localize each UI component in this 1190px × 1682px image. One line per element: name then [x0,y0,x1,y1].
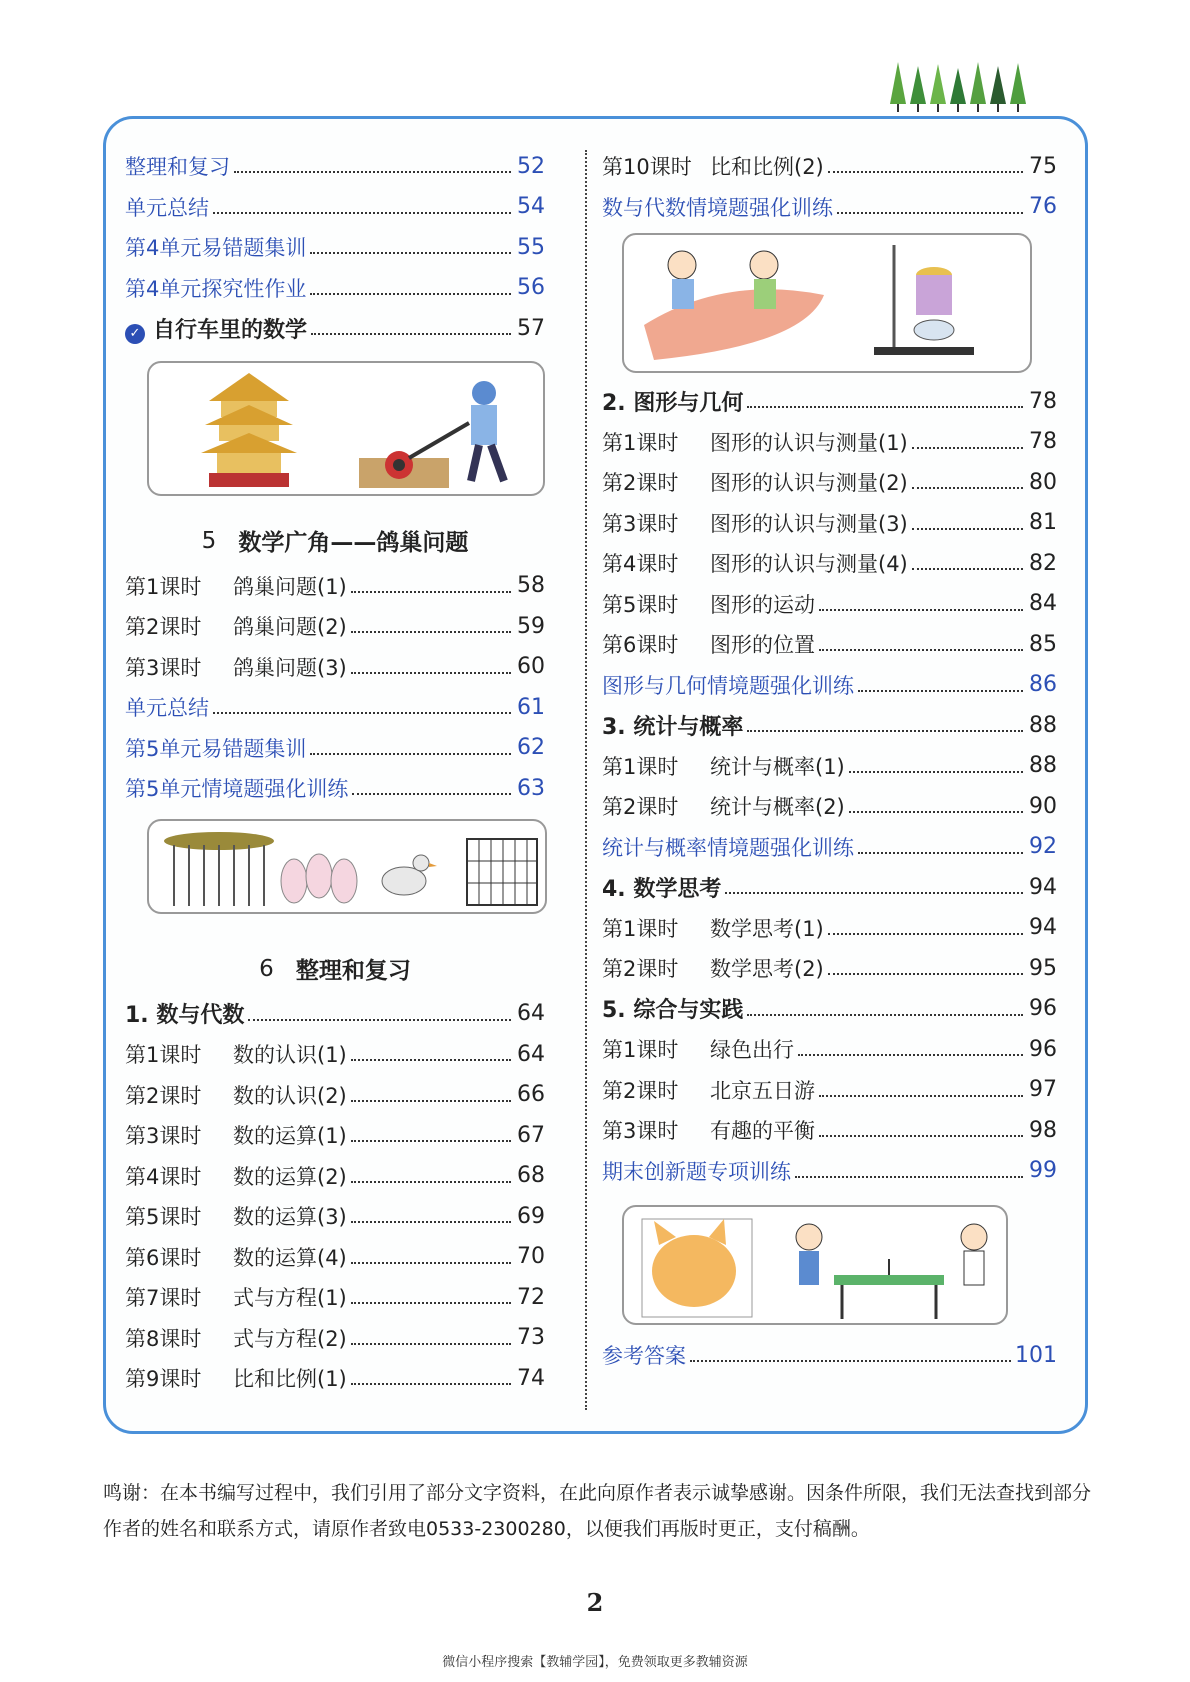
toc-page-number: 54 [517,194,545,220]
lesson-label: 第10课时 [602,155,692,180]
lesson-label: 第1课时 [602,754,679,779]
dot-leader [351,1059,511,1061]
toc-entry-title-group [125,998,244,1029]
running-kids-icon [644,251,824,360]
toc-entry[interactable] [602,146,1057,187]
toc-entry[interactable] [602,948,1057,989]
toc-page-number: 101 [1015,1342,1057,1368]
toc-entry-title: 单元总结 [125,195,209,220]
dot-leader [351,1262,511,1264]
toc-entry-title-group [602,953,824,983]
toc-entry[interactable] [602,989,1057,1030]
toc-entry-title: 鸽巢问题(3) [233,655,347,680]
dot-leader [351,1302,511,1304]
lesson-label: 第5课时 [125,1205,202,1230]
toc-entry-title-group [125,1161,347,1191]
lesson-label: 第7课时 [125,1286,202,1311]
toc-entry-title-group [602,670,854,700]
toc-entry-title: 第4单元探究性作业 [125,276,307,301]
dot-leader [795,1176,1023,1178]
toc-entry-title-group [125,1323,347,1353]
toc-entry[interactable] [125,146,545,187]
running-experiment-illustration [622,233,1032,373]
lesson-label: 第6课时 [602,633,679,658]
ping-pong-icon [796,1224,987,1319]
dot-leader [311,333,511,335]
dot-leader [912,487,1023,489]
acknowledgement-text: 鸣谢：在本书编写过程中，我们引用了部分文字资料，在此向原作者表示诚挚感谢。因条件所限，我们无法查找到部分作者的姓名和联系方式，请原作者致电0533-2300280，以便我们再版时更正，支付稿酬。 [103,1482,1092,1540]
dot-leader [352,793,511,795]
toc-entry-title: 数的运算(1) [233,1124,347,1149]
toc-entry-title: 数的认识(2) [233,1083,347,1108]
toc-entry-title-group [125,692,209,722]
toc-page-number: 55 [517,234,545,260]
toc-entry-title: 图形与几何情境题强化训练 [602,673,854,698]
toc-entry[interactable] [602,786,1057,827]
checkmark-icon: ✓ [125,324,145,344]
toc-page-number: 64 [517,1001,545,1027]
toc-page-number: 66 [517,1082,545,1108]
toc-page-number: 76 [1029,194,1057,220]
toc-entry[interactable] [125,1318,545,1359]
dot-leader [819,649,1023,651]
footer-note: 微信小程序搜索【教辅学园】，免费领取更多教辅资源 [442,1655,748,1670]
toc-entry-title: 比和比例(2) [710,155,824,180]
toc-entry-title-group [602,151,824,181]
toc-page-number: 75 [1029,153,1057,179]
toc-entry-title-group [602,993,743,1024]
toc-page-number: 68 [517,1163,545,1189]
chapter-number: 5 [201,527,217,554]
toc-page-number: 97 [1029,1077,1057,1103]
toc-entry[interactable] [602,827,1057,868]
toc-page-number: 60 [517,654,545,680]
dot-leader [213,712,511,714]
toc-entry-title-group [602,710,743,741]
chapter-6-heading [125,944,545,994]
toc-page-number: 58 [517,573,545,599]
toc-entry[interactable] [602,1335,1057,1376]
toc-entry[interactable] [602,543,1057,584]
toc-entry-title: 2. 图形与几何 [602,390,744,416]
toc-page-number: 94 [1029,874,1057,900]
toc-entry-title: 数与代数情境题强化训练 [602,195,833,220]
toc-entry-title: 1. 数与代数 [125,1003,245,1029]
chapter-title: 整理和复习 [295,958,411,984]
lesson-label: 第1课时 [602,1038,679,1063]
toc-entry[interactable] [125,566,545,607]
toc-entry-title-group [125,571,347,601]
toc-page-number: 96 [1029,1036,1057,1062]
toc-entry-title: 图形的认识与测量(4) [710,552,908,577]
column-divider [585,150,587,1410]
lesson-label: 第5课时 [602,592,679,617]
tree-decoration [890,58,1040,114]
toc-entry[interactable] [125,1196,545,1237]
toc-entry[interactable] [602,665,1057,706]
lesson-label: 第4课时 [602,552,679,577]
dot-leader [234,171,511,173]
toc-entry-title: 第5单元情境题强化训练 [125,777,349,802]
dot-leader [747,406,1023,408]
toc-entry[interactable] [602,381,1057,422]
toc-entry-title-group [602,913,824,943]
dot-leader [912,447,1023,449]
dot-leader [747,730,1023,732]
toc-entry-title-group [125,652,347,682]
dot-leader [849,771,1023,773]
dot-leader [819,1135,1023,1137]
bottles-icon [281,854,357,903]
toc-page-number: 67 [517,1122,545,1148]
toc-entry[interactable] [602,462,1057,503]
toc-entry[interactable] [602,908,1057,949]
toc-entry-title: 整理和复习 [125,155,230,180]
toc-entry-title-group [602,629,815,659]
toc-page-number: 64 [517,1041,545,1067]
toc-entry-title-group [125,733,306,763]
toc-page-number: 74 [517,1365,545,1391]
toc-entry[interactable] [602,503,1057,544]
toc-entry-title-group [602,386,743,417]
toc-entry[interactable] [125,687,545,728]
toc-entry-title-group [125,232,306,262]
toc-entry[interactable] [602,1070,1057,1111]
toc-entry-title: 图形的认识与测量(2) [710,471,908,496]
toc-entry[interactable] [602,705,1057,746]
lesson-label: 第9课时 [125,1367,202,1392]
dot-leader [310,252,511,254]
toc-entry-title-group [125,192,209,222]
dot-leader [351,1140,511,1142]
toc-entry-title: 绿色出行 [710,1038,794,1063]
toc-entry-title: 参考答案 [602,1344,686,1369]
toc-page-number: 69 [517,1203,545,1229]
dot-leader [351,1221,511,1223]
toc-entry-title-group [125,773,348,803]
toc-entry-title-group [125,1039,347,1069]
bicycle-illustration [147,361,545,496]
toc-page-number: 99 [1029,1158,1057,1184]
toc-page-number: 61 [517,694,545,720]
toc-entry-title-group [602,1034,794,1064]
toc-entry-title: 统计与概率情境题强化训练 [602,835,854,860]
toc-page-number: 86 [1029,672,1057,698]
lesson-label: 第2课时 [125,1083,202,1108]
lesson-label: 第3课时 [125,1124,202,1149]
lesson-label: 第1课时 [602,430,679,455]
dot-leader [351,672,511,674]
toc-entry-title-group [125,151,230,181]
dot-leader [858,690,1023,692]
toc-entry-title: 有趣的平衡 [710,1119,815,1144]
toc-entry-title: 5. 综合与实践 [602,998,744,1024]
toc-page-number: 56 [517,275,545,301]
toc-entry-title: 北京五日游 [710,1078,815,1103]
toc-left-column [125,146,545,1399]
toc-entry-title-group [125,313,307,344]
toc-entry-title-group [602,589,815,619]
toc-entry[interactable] [125,1358,545,1399]
toc-entry-title: 期末创新题专项训练 [602,1159,791,1184]
pencils-icon [164,832,274,906]
pigeon-icon [382,855,437,895]
toc-entry-title-group [602,192,833,222]
toc-entry-title-group [602,1075,815,1105]
toc-entry-title: 数学思考(2) [710,957,824,982]
toc-entry-title: 鸽巢问题(1) [233,574,347,599]
toc-page-number: 82 [1029,550,1057,576]
toc-entry[interactable] [602,1110,1057,1151]
toc-entry-title: 数的运算(4) [233,1245,347,1270]
dot-leader [351,631,511,633]
dot-leader [828,933,1023,935]
toc-page-number: 85 [1029,631,1057,657]
toc-entry[interactable] [125,308,545,349]
toc-entry[interactable] [602,867,1057,908]
toc-page-number: 96 [1029,996,1057,1022]
toc-entry-title-group [125,1120,347,1150]
lesson-label: 第1课时 [125,574,202,599]
lab-apparatus-icon [874,245,974,355]
toc-entry[interactable] [125,1237,545,1278]
toc-entry-title: 单元总结 [125,696,209,721]
dot-leader [849,811,1023,813]
toc-entry-title: 比和比例(1) [233,1367,347,1392]
toc-page-number: 92 [1029,834,1057,860]
toc-entry-title-group [602,1340,686,1370]
toc-page-number: 78 [1029,429,1057,455]
toc-entry[interactable] [125,1115,545,1156]
toc-page-number: 81 [1029,510,1057,536]
dot-leader [351,1100,511,1102]
toc-entry-title-group [602,467,908,497]
toc-entry-title: 统计与概率(2) [710,795,845,820]
dot-leader [351,1343,511,1345]
toc-entry-title: 图形的运动 [710,592,815,617]
toc-entry[interactable] [125,647,545,688]
toc-page-number: 52 [517,153,545,179]
toc-entry-title-group [602,832,854,862]
toc-entry[interactable] [125,994,545,1035]
toc-page-number: 94 [1029,915,1057,941]
toc-page-number: 57 [517,315,545,341]
toc-entry-title: 数的认识(1) [233,1043,347,1068]
toc-entry[interactable] [125,728,545,769]
chapter-number: 6 [259,955,274,982]
toc-entry[interactable] [125,1034,545,1075]
dot-leader [351,1181,511,1183]
toc-entry-title: 图形的位置 [710,633,815,658]
dot-leader [912,568,1023,570]
toc-entry[interactable] [125,768,545,809]
dot-leader [837,212,1023,214]
toc-page-number: 63 [517,775,545,801]
toc-entry-title-group [125,273,306,303]
toc-entry-title-group [602,872,721,903]
dot-leader [690,1360,1011,1362]
toc-page-number: 70 [517,1244,545,1270]
lesson-label: 第8课时 [125,1326,202,1351]
toc-entry-title-group [125,1080,347,1110]
toc-entry[interactable] [125,1156,545,1197]
farmer-plowing-icon [359,381,504,488]
dot-leader [828,973,1023,975]
toc-entry-title-group [602,427,908,457]
toc-page-number: 95 [1029,955,1057,981]
cat-icon [642,1219,752,1317]
toc-entry[interactable] [602,187,1057,228]
toc-entry-title-group [125,1242,347,1272]
toc-entry[interactable] [125,227,545,268]
toc-entry-title: 第4单元易错题集训 [125,236,307,261]
toc-right-column [602,146,1057,1376]
toc-page-number: 90 [1029,793,1057,819]
toc-entry-title: 式与方程(2) [233,1326,347,1351]
toc-entry-title: 数的运算(3) [233,1205,347,1230]
chapter-5-heading [125,516,545,566]
toc-entry-title: 统计与概率(1) [710,754,845,779]
dot-leader [351,591,511,593]
toc-entry-title: 数学思考(1) [710,916,824,941]
lesson-label: 第3课时 [602,511,679,536]
lesson-label: 第3课时 [125,655,202,680]
toc-entry[interactable] [602,746,1057,787]
dot-leader [912,528,1023,530]
toc-entry-title-group [602,751,845,781]
toc-entry-title: 图形的认识与测量(1) [710,430,908,455]
chapter-title: 数学广角——鸽巢问题 [238,530,469,556]
dot-leader [310,293,511,295]
dot-leader [747,1014,1023,1016]
toc-page-number: 84 [1029,591,1057,617]
lesson-label: 第6课时 [125,1245,202,1270]
toc-entry-title-group [602,548,908,578]
toc-entry[interactable] [125,1277,545,1318]
dot-leader [248,1019,511,1021]
toc-entry-title-group [125,1363,347,1393]
lesson-label: 第2课时 [602,1078,679,1103]
toc-entry-title-group [602,1115,815,1145]
toc-entry[interactable] [602,422,1057,463]
lesson-label: 第2课时 [602,795,679,820]
toc-entry[interactable] [125,606,545,647]
toc-page-number: 80 [1029,469,1057,495]
toc-page-number: 72 [517,1284,545,1310]
toc-entry[interactable] [125,268,545,309]
toc-entry-title-group [602,791,845,821]
toc-entry[interactable] [602,1151,1057,1192]
toc-page-number: 98 [1029,1117,1057,1143]
toc-entry-title: 式与方程(1) [233,1286,347,1311]
toc-entry-title-group [125,1201,347,1231]
toc-page-number: 73 [517,1325,545,1351]
toc-entry[interactable] [602,624,1057,665]
toc-entry-title-group [602,508,908,538]
toc-entry[interactable] [602,584,1057,625]
cat-pingpong-illustration [622,1205,1008,1325]
toc-entry-title-group [125,1282,347,1312]
dot-leader [828,171,1023,173]
toc-entry-title: 3. 统计与概率 [602,714,744,740]
toc-page-number: 88 [1029,753,1057,779]
lesson-label: 第3课时 [602,1119,679,1144]
toc-entry[interactable] [125,187,545,228]
toc-entry[interactable] [602,1029,1057,1070]
toc-entry-title-group [125,611,347,641]
lesson-label: 第1课时 [602,916,679,941]
toc-page-number: 78 [1029,388,1057,414]
lesson-label: 第4课时 [125,1164,202,1189]
toc-page-number: 88 [1029,712,1057,738]
cage-icon [467,839,537,905]
lesson-label: 第2课时 [602,471,679,496]
pagoda-icon [201,373,297,487]
lesson-label: 第1课时 [125,1043,202,1068]
toc-entry-title-group [602,1156,791,1186]
toc-page-number: 59 [517,613,545,639]
toc-entry-title: 第5单元易错题集训 [125,736,307,761]
toc-entry-title: 数的运算(2) [233,1164,347,1189]
lesson-label: 第2课时 [602,957,679,982]
toc-entry-title: 图形的认识与测量(3) [710,511,908,536]
dot-leader [213,212,511,214]
dot-leader [798,1054,1023,1056]
toc-entry[interactable] [125,1075,545,1116]
dot-leader [725,892,1023,894]
lesson-label: 第2课时 [125,615,202,640]
tree-icon [890,62,1026,112]
page-number: 2 [586,1588,604,1617]
pigeonhole-illustration [147,819,547,914]
toc-entry-title: 4. 数学思考 [602,876,722,902]
dot-leader [819,1095,1023,1097]
dot-leader [310,753,511,755]
toc-page-number: 62 [517,735,545,761]
dot-leader [858,852,1023,854]
dot-leader [351,1383,511,1385]
dot-leader [819,609,1023,611]
toc-entry-title: 自行车里的数学 [153,317,308,343]
toc-entry-title: 鸽巢问题(2) [233,615,347,640]
